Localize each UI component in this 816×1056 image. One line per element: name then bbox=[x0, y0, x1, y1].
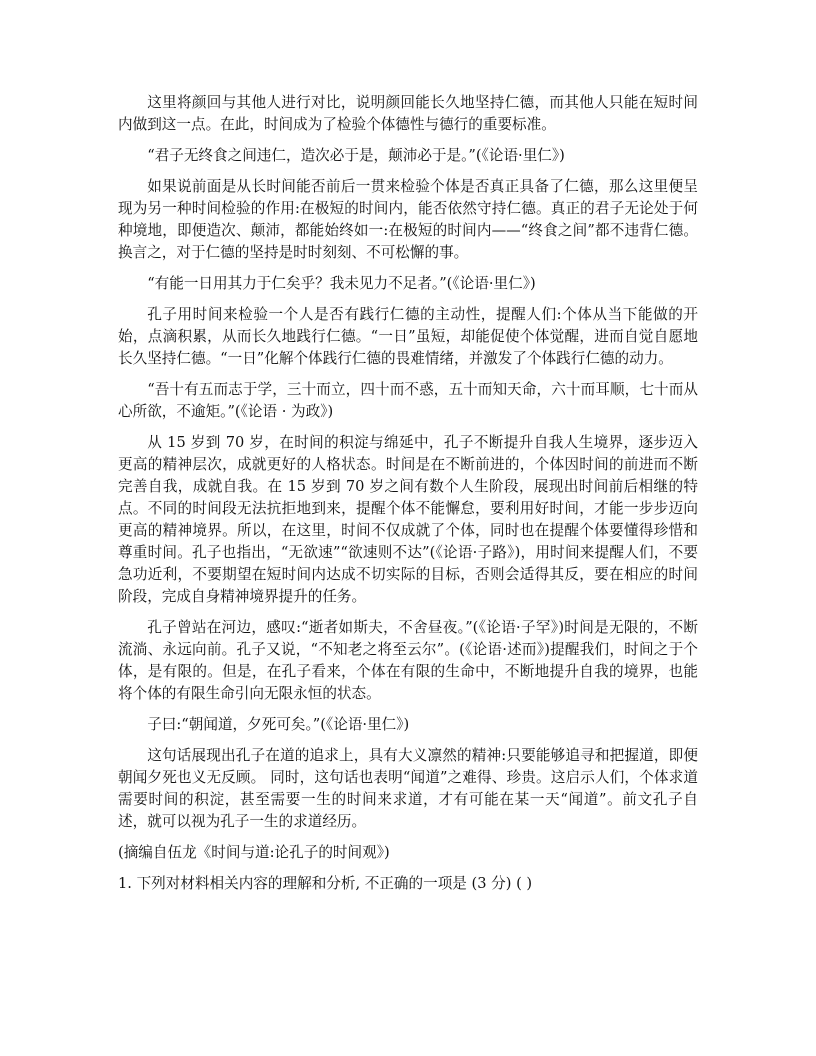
source-citation: (摘编自伍龙《时间与道:论孔子的时间观》) bbox=[118, 844, 390, 861]
paragraph-seeking-dao: 这句话展现出孔子在道的追求上，具有大义凛然的精神:只要能够追寻和把握道，即便朝闻夕死也义无反顾。 同时，这句话也表明“闻道”之难得、珍贵。这启示人们，个体求道需要时间的积淀，甚至需要一生的时间来求道，才有可能在某一天“闻道”。前文孔子自述，就可以视为孔子一生的求道经历。 bbox=[118, 747, 698, 830]
paragraph-initiative: 孔子用时间来检验一个人是否有践行仁德的主动性，提醒人们:个体从当下能做的开始，点滴积累，从而长久地践行仁德。“一日”虽短，却能促使个体觉醒，进而自觉自愿地长久坚持仁德。“一日”化解个体践行仁德的畏难情绪，并激发了个体践行仁德的动力。 bbox=[118, 306, 698, 367]
document-page bbox=[118, 92, 698, 895]
quote-junzi: “君子无终食之间违仁，造次必于是，颠沛必于是。”(《论语·里仁》) bbox=[147, 147, 565, 164]
question-1: 1. 下列对材料相关内容的理解和分析, 不正确的一项是 (3 分) ( ) bbox=[118, 875, 533, 892]
paragraph-comparison: 这里将颜回与其他人进行对比，说明颜回能长久地坚持仁德，而其他人只能在短时间内做到这一点。在此，时间成为了检验个体德性与德行的重要标准。 bbox=[118, 94, 698, 133]
paragraph-life-stages: 从 15 岁到 70 岁，在时间的积淀与绵延中，孔子不断提升自我人生境界，逐步迈入更高的精神层次，成就更好的人格状态。时间是在不断前进的，个体因时间的前进而不断完善自我，成就自我。在 15 岁到 70 岁之间有数个人生阶段，展现出时间前后相继的特点。不同的时间段无法抗拒地到来，提醒个体不能懈怠，要利用好时间，才能一步步迈向更高的精神境界。所以，在这里，时间不仅成就了个体，同时也在提醒个体要懂得珍惜和尊重时间。孔子也指出，“无欲速”“欲速则不达”(《论语·子路》)，用时间来提醒人们，不要急功近利，不要期望在短时间内达成不切实际的目标，否则会适得其反，要在相应的时间阶段，完成自身精神境界提升的任务。 bbox=[118, 434, 698, 605]
quote-shiyouwu: “吾十有五而志于学，三十而立，四十而不惑，五十而知天命，六十而耳顺，七十而从心所欲，不逾矩。”(《论语 · 为政》) bbox=[118, 381, 698, 420]
quote-yiri: “有能一日用其力于仁矣乎？我未见力不足者。”(《论语·里仁》) bbox=[147, 275, 536, 292]
paragraph-short-time: 如果说前面是从长时间能否前后一贯来检验个体是否真正具备了仁德，那么这里便呈现为另一种时间检验的作用:在极短的时间内，能否依然守持仁德。真正的君子无论处于何种境地，即便造次、颠沛，都能始终如一:在极短的时间内——“终食之间”都不违背仁德。换言之，对于仁德的坚持是时时刻刻、不可松懈的事。 bbox=[118, 178, 698, 261]
paragraph-river: 孔子曾站在河边，感叹:“逝者如斯夫，不舍昼夜。”(《论语·子罕》)时间是无限的，不断流淌、永远向前。孔子又说，“不知老之将至云尔”。(《论语·述而》)提醒我们，时间之于个体，是有限的。但是，在孔子看来，个体在有限的生命中，不断地提升自我的境界，也能将个体的有限生命引向无限永恒的状态。 bbox=[118, 619, 698, 702]
quote-zhaowendao: 子曰:“朝闻道，夕死可矣。”(《论语·里仁》) bbox=[147, 716, 410, 733]
